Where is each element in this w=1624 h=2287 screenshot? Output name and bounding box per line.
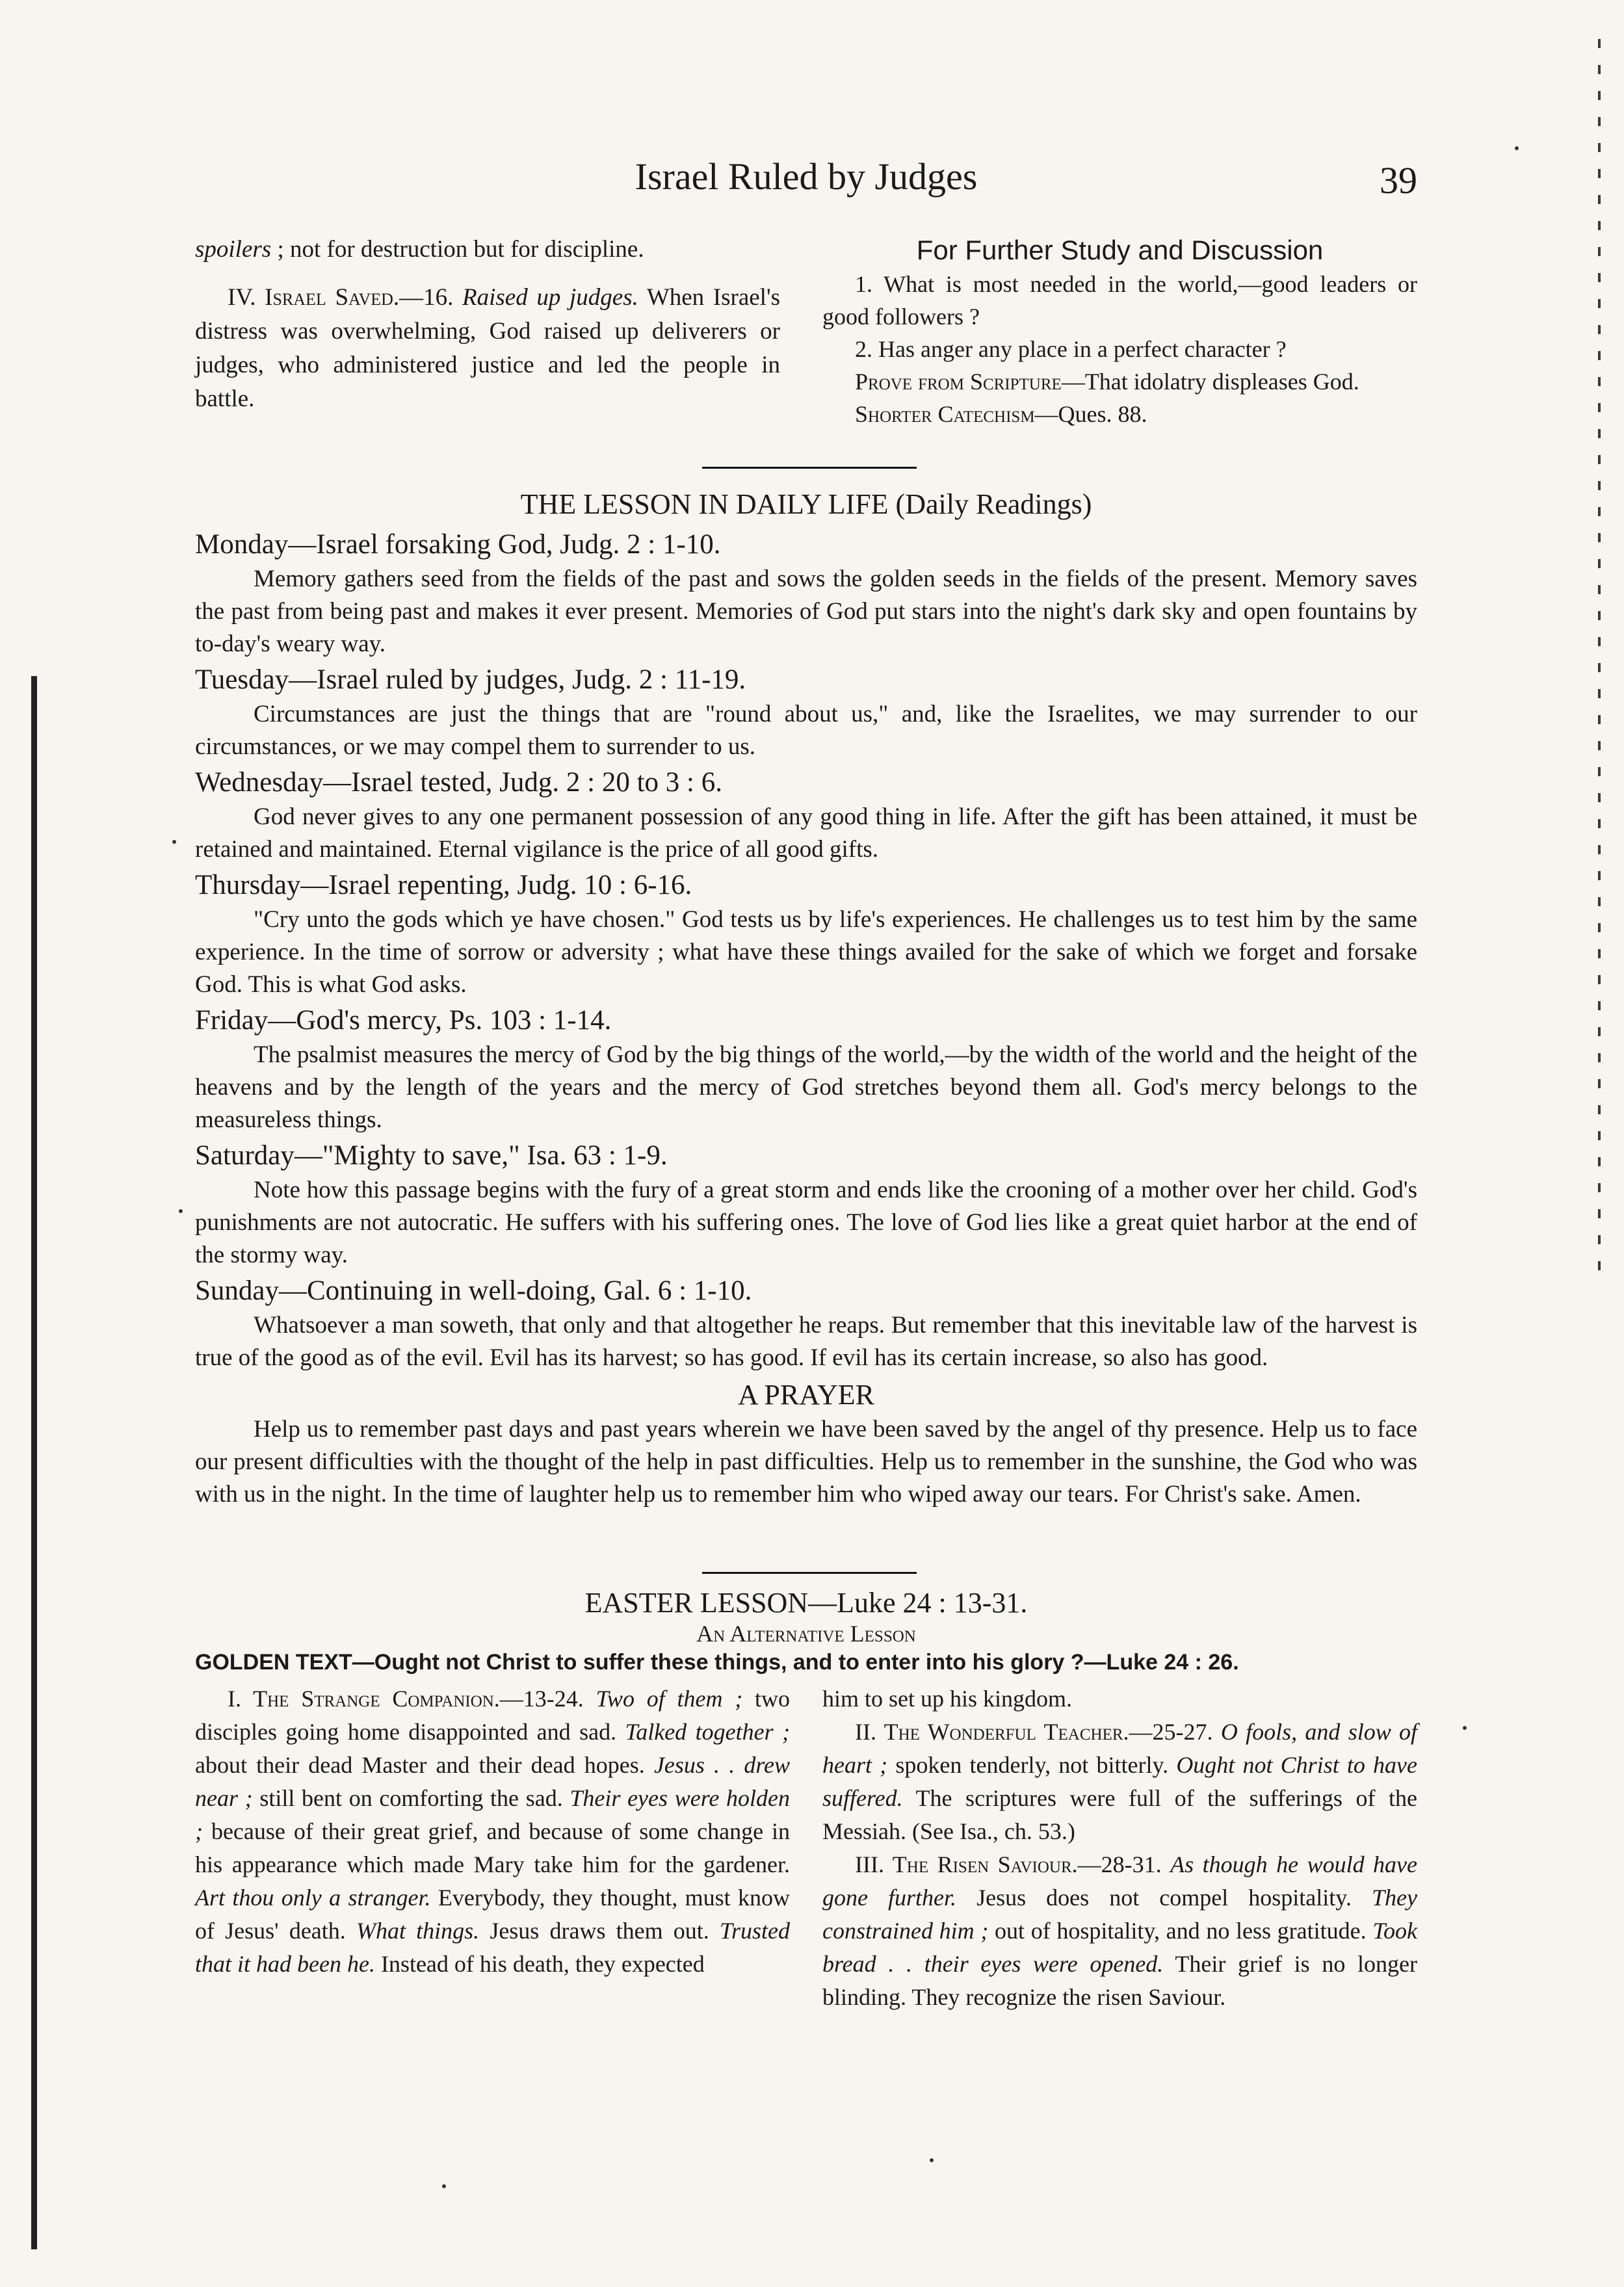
day-heading: Monday—Israel forsaking God, Judg. 2 : 1-10.: [195, 529, 721, 560]
easter-lesson-title: EASTER LESSON—Luke 24 : 13-31.: [584, 1587, 1028, 1619]
prove-label: Prove from Scripture: [855, 369, 1062, 395]
daily-readings: [195, 525, 1417, 1511]
scan-speck: [442, 2184, 446, 2188]
running-header: [195, 155, 1417, 207]
scan-speck: [179, 1209, 183, 1213]
day-wednesday: [195, 765, 1417, 866]
prove-from-scripture: [822, 365, 1417, 398]
running-title: Israel Ruled by Judges: [635, 155, 978, 198]
continued-text: him to set up his kingdom.: [822, 1686, 1073, 1712]
italic-phrase: Jesus . . drew near ;: [195, 1752, 791, 1811]
day-body: The psalmist measures the mercy of God by the big things of the world,—by the width of the world and the height of the heavens and by the length of the years and the mercy of God stretches beyond them all. God's mercy belongs to the measureless things.: [195, 1041, 1417, 1133]
day-thursday: [195, 867, 1417, 1001]
spoilers-paragraph: [195, 233, 780, 267]
day-friday: [195, 1002, 1417, 1136]
prayer-title: A PRAYER: [738, 1379, 874, 1411]
italic-phrase: Two of them ;: [596, 1686, 743, 1712]
italic-phrase: What things.: [356, 1918, 480, 1944]
italic-phrase: They constrained him ;: [822, 1885, 1417, 1944]
italic-phrase: Ought not Christ to have suffered.: [822, 1752, 1418, 1811]
catechism-label: Shorter Catechism: [855, 401, 1035, 427]
day-heading: Tuesday—Israel ruled by judges, Judg. 2 : 11-19.: [195, 664, 746, 695]
commentary-text: spoken tenderly, not bitterly.: [895, 1752, 1169, 1778]
prayer-body: Help us to remember past days and past years wherein we have been saved by the angel of thy presence. Help us to face our present difficulties with the thought of the help in past difficulties. Help us to remember in the sunshine, the God who was with us in the night. In the time of laughter help us to remember him who wiped away our tears. For Christ's sake. Amen.: [195, 1416, 1417, 1508]
prayer-section: [195, 1377, 1417, 1511]
easter-lesson-subtitle: An Alternative Lesson: [696, 1621, 916, 1647]
raised-up-judges-italic: Raised up judges.: [462, 284, 638, 311]
commentary-text: because of their great grief, and because of some change in his appearance which made Mary take him for the gardener.: [195, 1818, 791, 1877]
day-heading: Thursday—Israel repenting, Judg. 10 : 6-16.: [195, 870, 692, 900]
day-body: God never gives to any one permanent possession of any good thing in life. After the gift has been attained, it must be retained and maintained. Eternal vigilance is the price of all good gifts.: [195, 804, 1417, 863]
scan-speck: [930, 2158, 934, 2162]
page-right-edge-marks: [1598, 39, 1601, 1274]
strange-companion-paragraph: [195, 1682, 790, 1981]
golden-text: GOLDEN TEXT—Ought not Christ to suffer these things, and to enter into his glory ?—Luke 24 : 26.: [195, 1650, 1239, 1675]
easter-right-column: [822, 1682, 1417, 2014]
spoilers-italic: spoilers: [195, 236, 272, 263]
daily-life-heading: [195, 488, 1417, 521]
day-body: "Cry unto the gods which ye have chosen." God tests us by life's experiences. He challenges us to test him by the same experience. In the time of sorrow or adversity ; what have these things availed for the sake of which we forget and forsake God. This is what God asks.: [195, 906, 1417, 998]
day-body: Whatsoever a man soweth, that only and that altogether he reaps. But remember that this inevitable law of the harvest is true of the good as of the evil. Evil has its harvest; so has good. If evil has its certain increase, so also has good.: [195, 1312, 1417, 1371]
risen-saviour-heading: III. The Risen Saviour.—28-31.: [855, 1851, 1162, 1877]
italic-phrase: O fools, and slow of heart ;: [822, 1719, 1418, 1778]
prove-text: —That idolatry displeases God.: [1061, 369, 1359, 395]
question-2: 2. Has anger any place in a perfect character ?: [855, 336, 1287, 362]
day-sunday: [195, 1273, 1417, 1374]
commentary-text: The scriptures were full of the sufferings of the Messiah. (See Isa., ch. 53.): [822, 1785, 1417, 1844]
catechism-text: —Ques. 88.: [1034, 401, 1147, 427]
commentary-text: Jesus does not compel hospitality.: [976, 1885, 1352, 1911]
day-heading: Sunday—Continuing in well-doing, Gal. 6 : 1-10.: [195, 1275, 752, 1306]
shorter-catechism: [822, 398, 1417, 430]
question-1: 1. What is most needed in the world,—good leaders or good followers ?: [822, 271, 1417, 330]
daily-life-title: THE LESSON IN DAILY LIFE: [520, 488, 889, 520]
israel-saved-text: When Israel's distress was overwhelming, God raised up deliverers or judges, who administered justice and led the people in battle.: [195, 284, 781, 412]
italic-phrase: Talked together ;: [625, 1719, 790, 1745]
day-heading: Saturday—"Mighty to save," Isa. 63 : 1-9.: [195, 1140, 668, 1171]
commentary-text: Their grief is no longer blinding. They recognize the risen Saviour.: [822, 1951, 1417, 2010]
commentary-text: out of hospitality, and no less gratitude.: [995, 1918, 1367, 1944]
day-body: Note how this passage begins with the fury of a great storm and ends like the crooning of a mother over her child. God's punishments are not autocratic. He suffers with his suffering ones. The love of God lies like a great quiet harbor at the end of the stormy way.: [195, 1177, 1417, 1268]
page-binding-edge: [31, 676, 37, 2249]
spoilers-text: ; not for destruction but for discipline.: [277, 236, 644, 263]
wonderful-teacher-paragraph: [822, 1716, 1417, 1848]
further-study-section: [822, 233, 1417, 430]
commentary-text: two disciples going home disappointed and sad.: [195, 1686, 790, 1745]
section-divider-1: [702, 467, 917, 469]
day-body: Circumstances are just the things that are "round about us," and, like the Israelites, we may surrender to our circumstances, or we may compel them to surrender to us.: [195, 701, 1417, 760]
italic-phrase: As though he would have gone further.: [822, 1851, 1418, 1911]
scan-speck: [172, 840, 176, 844]
commentary-text: Instead of his death, they expected: [380, 1951, 705, 1977]
day-body: Memory gathers seed from the fields of the past and sows the golden seeds in the fields of the present. Memory saves the past from being past and makes it ever present. Memories of God put stars into the night's dark sky and open fountains by to-day's weary way.: [195, 566, 1417, 657]
commentary-text: Everybody, they thought, must know of Jesus' death.: [195, 1885, 790, 1944]
commentary-text: about their dead Master and their dead hopes.: [195, 1752, 645, 1778]
israel-saved-heading: IV. Israel Saved.—16.: [228, 284, 454, 311]
risen-saviour-paragraph: [822, 1848, 1417, 2014]
day-heading: Wednesday—Israel tested, Judg. 2 : 20 to 3 : 6.: [195, 767, 722, 798]
further-study-heading: For Further Study and Discussion: [916, 235, 1324, 265]
italic-phrase: Took bread . . their eyes were opened.: [822, 1918, 1418, 1977]
scan-speck: [1463, 1726, 1467, 1730]
strange-companion-heading: I. The Strange Companion.—13-24.: [228, 1686, 584, 1712]
top-left-column: [195, 233, 780, 416]
wonderful-teacher-heading: II. The Wonderful Teacher.—25-27.: [855, 1719, 1213, 1745]
commentary-text: Jesus draws them out.: [490, 1918, 709, 1944]
scan-speck: [1515, 146, 1519, 150]
italic-phrase: Their eyes were holden ;: [195, 1785, 791, 1844]
easter-left-column: [195, 1682, 790, 1981]
daily-life-subtitle: (Daily Readings): [895, 488, 1092, 520]
commentary-text: still bent on comforting the sad.: [259, 1785, 563, 1811]
section-divider-2: [702, 1572, 917, 1574]
italic-phrase: Trusted that it had been he.: [195, 1918, 791, 1977]
day-heading: Friday—God's mercy, Ps. 103 : 1-14.: [195, 1005, 612, 1036]
italic-phrase: Art thou only a stranger.: [195, 1885, 431, 1911]
day-tuesday: [195, 662, 1417, 763]
day-saturday: [195, 1138, 1417, 1272]
day-monday: [195, 527, 1417, 660]
page-number: 39: [1380, 159, 1417, 202]
israel-saved-paragraph: [195, 281, 780, 416]
